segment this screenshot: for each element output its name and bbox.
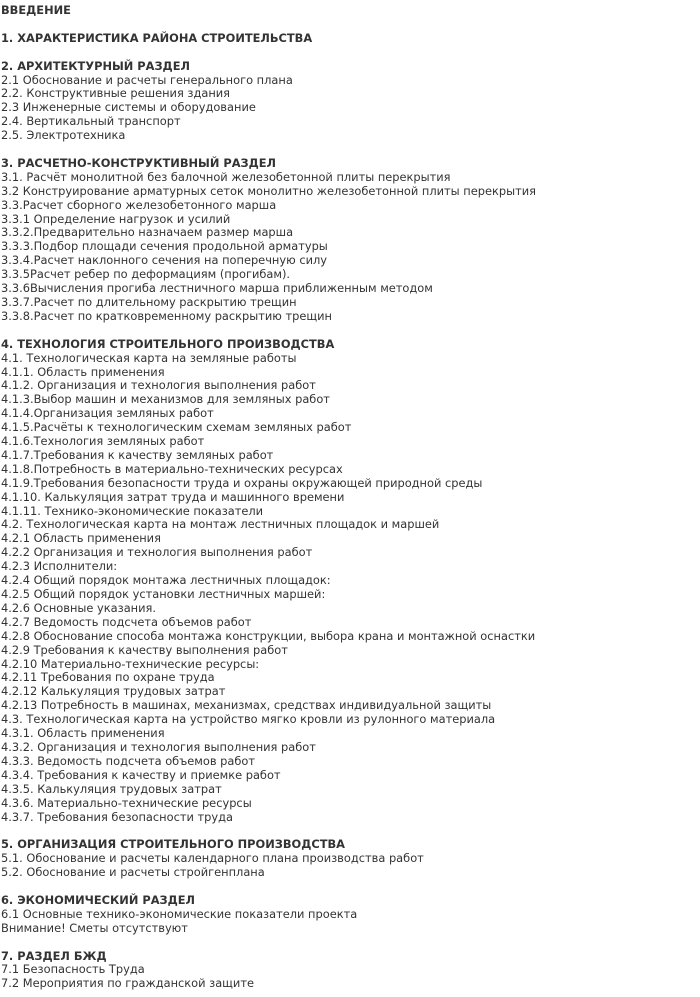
toc-item: 6.1 Основные технико-экономические показатели проекта bbox=[1, 906, 358, 921]
toc-item: 4.1.3.Выбор машин и механизмов для земляных работ bbox=[1, 392, 330, 407]
toc-item: 4.3.2. Организация и технология выполнения работ bbox=[1, 739, 316, 754]
section-heading: 6. ЭКОНОМИЧЕСКИЙ РАЗДЕЛ bbox=[1, 892, 195, 907]
toc-item: 3.3.1 Определение нагрузок и усилий bbox=[1, 211, 231, 226]
toc-item: 2.2. Конструктивные решения здания bbox=[1, 86, 231, 101]
toc-item: Внимание! Сметы отсутствуют bbox=[1, 920, 188, 935]
toc-item: 3.3.2.Предварительно назначаем размер марша bbox=[1, 225, 294, 240]
toc-item: 3.3.5Расчет ребер по деформациям (прогибам). bbox=[1, 267, 291, 282]
toc-item: 4.2.1 Область применения bbox=[1, 531, 161, 546]
section-heading: 3. РАСЧЕТНО-КОНСТРУКТИВНЫЙ РАЗДЕЛ bbox=[1, 155, 276, 170]
toc-item: 3.3.6Вычисления прогиба лестничного марша приближенным методом bbox=[1, 281, 433, 296]
toc-item: 4.1.6.Технология земляных работ bbox=[1, 434, 205, 449]
section-heading: ВВЕДЕНИЕ bbox=[1, 3, 71, 17]
toc-section bbox=[1, 157, 700, 324]
toc-item: 4.1.7.Требования к качеству земляных работ bbox=[1, 447, 274, 462]
toc-item: 4.1.1. Область применения bbox=[1, 364, 165, 379]
toc-item: 4.2.7 Ведомость подсчета объемов работ bbox=[1, 614, 252, 629]
toc-item: 4.3.4. Требования к качеству и приемке работ bbox=[1, 767, 281, 782]
toc-item: 4.3.5. Калькуляция трудовых затрат bbox=[1, 781, 222, 796]
toc-item: 4.3.1. Область применения bbox=[1, 726, 165, 741]
toc-item: 3.1. Расчёт монолитной без балочной железобетонной плиты перекрытия bbox=[1, 169, 451, 184]
toc-item: 2.4. Вертикальный транспорт bbox=[1, 114, 181, 129]
toc-item: 4.1.4.Организация земляных работ bbox=[1, 406, 214, 421]
section-heading: 4. ТЕХНОЛОГИЯ СТРОИТЕЛЬНОГО ПРОИЗВОДСТВА bbox=[1, 336, 335, 351]
toc-item: 4.2.12 Калькуляция трудовых затрат bbox=[1, 684, 226, 699]
toc-item: 4.1. Технологическая карта на земляные работы bbox=[1, 350, 297, 365]
toc-item: 7.2 Мероприятия по гражданской защите bbox=[1, 976, 254, 991]
section-heading: 1. ХАРАКТЕРИСТИКА РАЙОНА СТРОИТЕЛЬСТВА bbox=[1, 30, 313, 45]
toc-section bbox=[1, 32, 700, 46]
toc-section bbox=[1, 838, 700, 880]
toc-section bbox=[1, 894, 700, 936]
toc-item: 4.1.2. Организация и технология выполнения работ bbox=[1, 378, 316, 393]
toc-item: 4.2.8 Обоснование способа монтажа конструкции, выбора крана и монтажной оснастки bbox=[1, 628, 536, 643]
toc-item: 4.2.3 Исполнители: bbox=[1, 559, 118, 574]
toc-item: 4.3.3. Ведомость подсчета объемов работ bbox=[1, 753, 255, 768]
toc-item: 4.2.10 Материально-технические ресурсы: bbox=[1, 656, 260, 671]
toc-item: 4.2.2 Организация и технология выполнения работ bbox=[1, 545, 313, 560]
toc-item: 3.3.4.Расчет наклонного сечения на поперечную силу bbox=[1, 253, 328, 268]
section-heading: 5. ОРГАНИЗАЦИЯ СТРОИТЕЛЬНОГО ПРОИЗВОДСТВА bbox=[1, 837, 345, 852]
toc-item: 3.2 Конструирование арматурных сеток монолитно железобетонной плиты перекрытия bbox=[1, 183, 536, 198]
toc-item: 3.3.3.Подбор площади сечения продольной арматуры bbox=[1, 239, 328, 254]
toc-item: 5.2. Обоснование и расчеты стройгенплана bbox=[1, 865, 265, 880]
toc-item: 3.3.Расчет сборного железобетонного марша bbox=[1, 197, 277, 212]
toc-item: 4.2.6 Основные указания. bbox=[1, 600, 156, 615]
toc-section bbox=[1, 4, 700, 18]
toc-item: 4.2.11 Требования по охране труда bbox=[1, 670, 215, 685]
toc-item: 4.1.8.Потребность в материально-технических ресурсах bbox=[1, 461, 343, 476]
toc-item: 4.3.6. Материально-технические ресурсы bbox=[1, 795, 252, 810]
toc-item: 2.3 Инженерные системы и оборудование bbox=[1, 100, 256, 115]
toc-item: 5.1. Обоснование и расчеты календарного плана производства работ bbox=[1, 851, 424, 866]
toc-item: 4.1.5.Расчёты к технологическим схемам земляных работ bbox=[1, 420, 352, 435]
toc-item: 4.1.9.Требования безопасности труда и охраны окружающей природной среды bbox=[1, 475, 483, 490]
toc-section bbox=[1, 950, 700, 992]
section-heading: 2. АРХИТЕКТУРНЫЙ РАЗДЕЛ bbox=[1, 58, 190, 73]
toc-item: 4.1.11. Технико-экономические показатели bbox=[1, 503, 264, 518]
toc-section bbox=[1, 338, 700, 825]
toc-item: 4.3.7. Требования безопасности труда bbox=[1, 809, 233, 824]
toc-item: 4.2.9 Требования к качеству выполнения работ bbox=[1, 642, 288, 657]
toc-item: 3.3.8.Расчет по кратковременному раскрытию трещин bbox=[1, 308, 332, 323]
toc-item: 4.2.4 Общий порядок монтажа лестничных площадок: bbox=[1, 573, 331, 588]
toc-item: 2.5. Электротехника bbox=[1, 128, 126, 143]
toc-item: 4.3. Технологическая карта на устройство мягко кровли из рулонного материала bbox=[1, 712, 496, 727]
section-heading: 7. РАЗДЕЛ БЖД bbox=[1, 948, 107, 963]
toc-item: 7.1 Безопасность Труда bbox=[1, 962, 145, 977]
toc-item: 4.1.10. Калькуляция затрат труда и машинного времени bbox=[1, 489, 345, 504]
toc-section bbox=[1, 60, 700, 143]
toc-item: 2.1 Обоснование и расчеты генерального плана bbox=[1, 72, 293, 87]
toc-item: 4.2. Технологическая карта на монтаж лестничных площадок и маршей bbox=[1, 517, 440, 532]
toc-item: 4.2.5 Общий порядок установки лестничных маршей: bbox=[1, 587, 326, 601]
toc-item: 3.3.7.Расчет по длительному раскрытию трещин bbox=[1, 294, 297, 309]
toc-item: 4.2.13 Потребность в машинах, механизмах, средствах индивидуальной защиты bbox=[1, 698, 492, 713]
